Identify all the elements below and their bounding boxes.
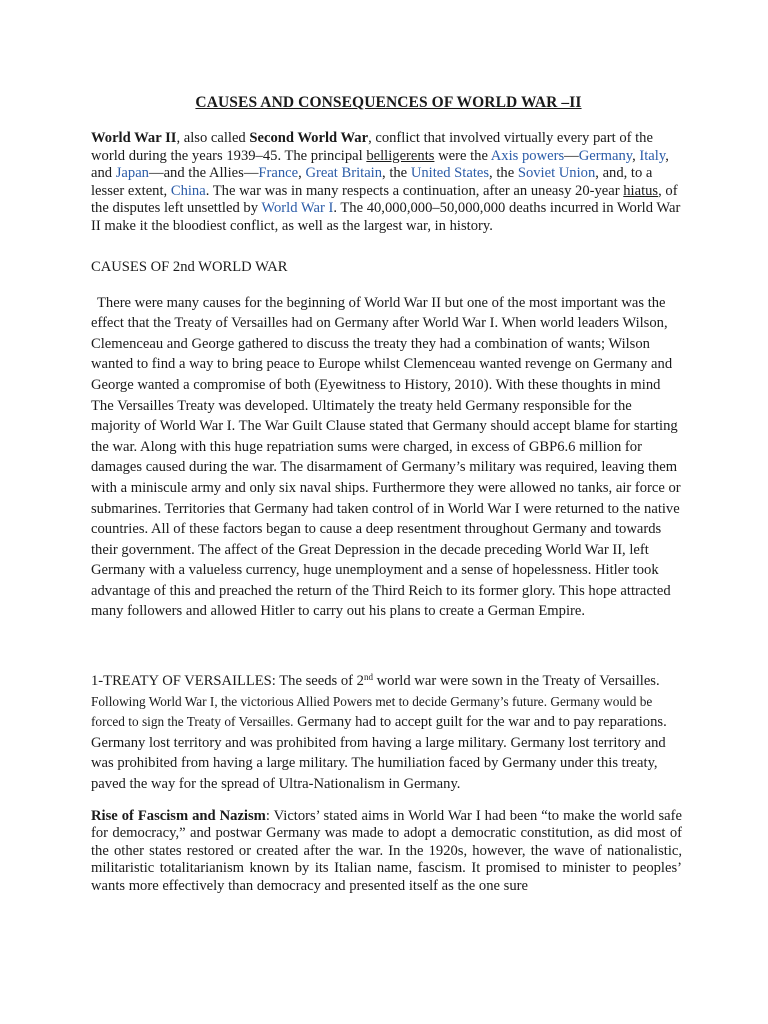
term-ww2: World War II bbox=[91, 130, 177, 146]
document-title bbox=[91, 94, 682, 112]
causes-paragraph: There were many causes for the beginning of World War II but one of the most important was the effect that the Treaty of Versailles had on Germany after World War I. When world leaders Wilson, Clemenceau and George gathered to discuss the treaty they had a combination of wants; Wilson wanted to find a way to bring peace to Europe whilst Clemenceau wanted revenge on Germany and George wanted a compromise of both (Eyewitness to History, 2010). With these thoughts in mind The Versailles Treaty was developed. Ultimately the treaty held Germany responsible for the majority of World War I. The War Guilt Clause stated that Germany should accept blame for starting the war. Along with this huge repatriation sums were charged, in excess of GBP6.6 million for damages caused during the war. The disarmament of Germany’s military was required, leaving them with a miniscule army and only six naval ships. Furthermore they were allowed no tanks, air force or submarines. Territories that Germany had taken control of in World War I were returned to the native countries. All of these factors began to cause a deep resentment throughout Germany and towards their government. The affect of the Great Depression in the decade preceding World War II, left Germany with a valueless currency, huge unemployment and a sense of hopelessness. Hitler took advantage of this and preached the return of the Third Reich to its former glory. This hope attracted many followers and allowed Hitler to carry out his plans to create a German Empire. bbox=[91, 294, 681, 620]
link-united-states[interactable]: United States bbox=[410, 165, 490, 182]
link-france[interactable]: France bbox=[258, 165, 299, 182]
intro-paragraph: World War II, also called Second World War, conflict that involved virtually every part of the world during the years 1939–45. The principal belligerents were the Axis powers—Germany, Italy, and Japan—and the Allies—France, Great Britain, the United States, the Soviet Union, and, to a lesser extent, China. The war was in many respects a continuation, after an uneasy 20-year hiatus, of the disputes left unsettled by World War I. The 40,000,000–50,000,000 deaths incurred in World War II make it the bloodiest conflict, as well as the largest war, in history. bbox=[91, 130, 681, 234]
link-world-war-i[interactable]: World War I bbox=[261, 200, 334, 217]
fascism-heading: Rise of Fascism and Nazism bbox=[91, 807, 266, 824]
treaty-paragraph: 1-TREATY OF VERSAILLES: The seeds of 2nd world war were sown in the Treaty of Versailles. Following World War I, the victorious Allied Powers met to decide Germany’s future. Germany would be forced to sign the Treaty of Versailles. Germany had to accept guilt for the war and to pay reparations. Germany lost territory and was prohibited from having a large military. Germany lost territory and was prohibited from having a large military. The humiliation faced by Germany under this treaty, paved the way for the spread of Ultra-Nationalism in Germany. bbox=[91, 672, 667, 793]
link-soviet-union[interactable]: Soviet Union bbox=[517, 165, 596, 182]
link-china[interactable]: China bbox=[170, 182, 206, 199]
link-italy[interactable]: Italy bbox=[639, 147, 666, 164]
link-japan[interactable]: Japan bbox=[115, 165, 149, 182]
term-second-ww: Second World War bbox=[249, 130, 369, 146]
fascism-paragraph bbox=[91, 808, 682, 896]
link-great-britain[interactable]: Great Britain bbox=[305, 165, 383, 182]
link-hiatus[interactable]: hiatus bbox=[623, 182, 659, 199]
fascism-body: : Victors’ stated aims in World War I had been “to make the world safe for democracy,” and postwar Germany was made to adopt a democratic constitution, as did most of the other states restored or created after the war. In the 1920s, however, the wave of nationalistic, militaristic totalitarianism known by its Italian name, fascism. It promised to minister to peoples’ wants more effectively than democracy and presented itself as the one sure bbox=[91, 807, 682, 894]
link-axis-powers[interactable]: Axis powers bbox=[490, 147, 565, 164]
ordinal-superscript: nd bbox=[363, 672, 373, 683]
link-belligerents[interactable]: belligerents bbox=[366, 147, 435, 164]
link-germany[interactable]: Germany bbox=[578, 147, 633, 164]
treaty-small-text: Following World War I, the victorious Allied Powers met to decide Germany’s future. Germany would be forced to sign the Treaty of Versailles. bbox=[91, 693, 653, 730]
document-title-text: CAUSES AND CONSEQUENCES OF WORLD WAR –II bbox=[195, 94, 582, 111]
causes-heading: CAUSES OF 2nd WORLD WAR bbox=[91, 258, 288, 275]
